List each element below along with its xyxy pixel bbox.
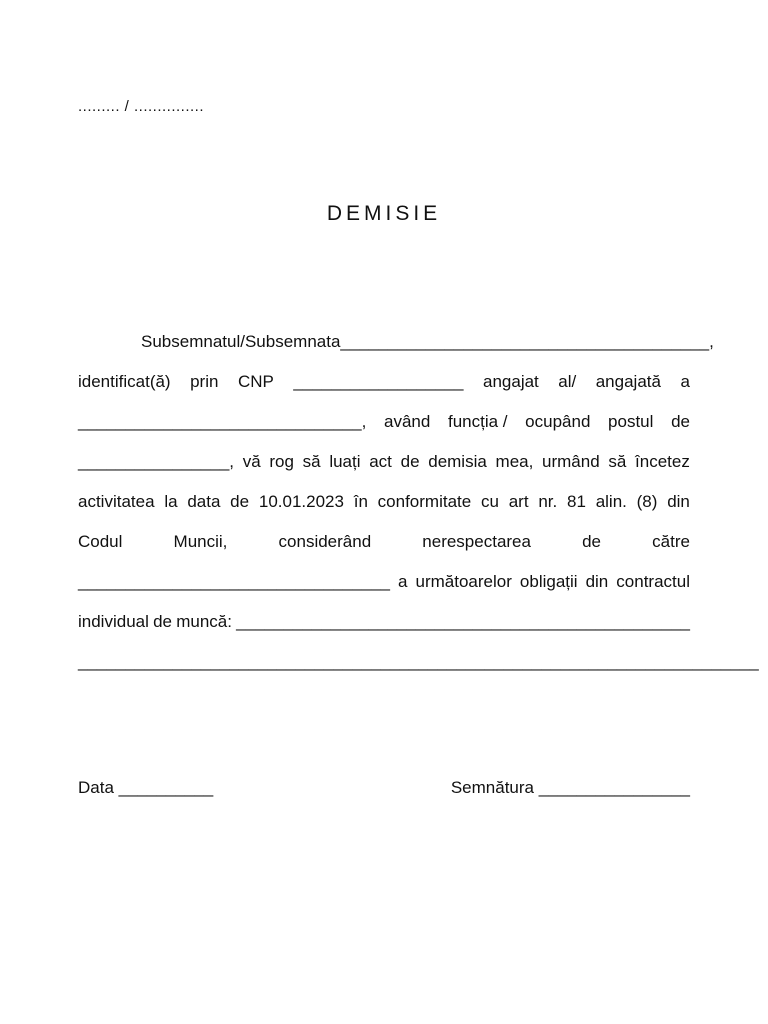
body-word: obligații: [519, 572, 578, 591]
body-word: __________________: [293, 372, 464, 391]
body-line: [78, 562, 690, 602]
body-line: [78, 522, 690, 562]
body-line: [78, 362, 690, 402]
body-word: Subsemnatul/Subsemnata: [141, 332, 341, 351]
body-word: 81: [567, 492, 586, 511]
body-line: [78, 442, 690, 482]
body-word: postul: [608, 412, 654, 431]
body-word: Codul: [78, 532, 123, 551]
signature-footer: [78, 778, 690, 798]
body-word: angajat: [483, 372, 539, 391]
body-word: de: [230, 492, 250, 511]
body-line: [78, 322, 714, 362]
body-word: a: [680, 372, 690, 391]
body-word: ________________,: [78, 452, 234, 471]
body-word: (8): [636, 492, 658, 511]
body-line: [78, 642, 759, 682]
body-word: nr.: [538, 492, 558, 511]
body-word: activitatea: [78, 492, 155, 511]
body-word: ______________________________,: [78, 412, 367, 431]
body-word: CNP: [237, 372, 274, 391]
body-word: nerespectarea: [422, 532, 531, 551]
body-word: ________________________________________________: [236, 612, 690, 631]
body-word: prin: [190, 372, 219, 391]
body-word: contractul: [616, 572, 690, 591]
body-word: să: [302, 452, 321, 471]
body-word: ________________________________________________________________________: [78, 652, 759, 671]
body-word: urmând: [542, 452, 600, 471]
body-word: 10.01.2023: [258, 492, 344, 511]
body-word: vă: [242, 452, 261, 471]
body-word: în: [353, 492, 368, 511]
body-word: de: [153, 612, 173, 631]
body-word: din: [667, 492, 690, 511]
body-line: [78, 602, 690, 642]
body-word: având: [384, 412, 431, 431]
body-word: a: [398, 572, 408, 591]
body-line: [78, 402, 690, 442]
body-word: rog: [269, 452, 294, 471]
body-word: act: [369, 452, 392, 471]
body-word: _______________________________________,: [340, 332, 714, 351]
body-word: alin.: [595, 492, 627, 511]
body-word: luați: [329, 452, 361, 471]
document-body: [78, 322, 759, 682]
document-title: DEMISIE: [326, 202, 442, 225]
body-word: data: [187, 492, 221, 511]
body-word: din: [585, 572, 609, 591]
body-word: de: [671, 412, 690, 431]
body-word: următoarelor: [415, 572, 512, 591]
body-word: la: [164, 492, 178, 511]
body-word: încetez: [635, 452, 690, 471]
body-word: considerând: [278, 532, 372, 551]
body-word: angajată: [595, 372, 661, 391]
body-word: al/: [558, 372, 577, 391]
body-word: către: [652, 532, 690, 551]
body-word: conformitate: [377, 492, 472, 511]
body-word: funcția /: [447, 412, 508, 431]
body-word: ocupând: [525, 412, 591, 431]
body-line: [78, 482, 690, 522]
body-word: să: [608, 452, 627, 471]
body-word: _________________________________: [78, 572, 391, 591]
body-word: demisia: [428, 452, 487, 471]
date-field: Data __________: [78, 778, 214, 797]
body-word: de: [400, 452, 420, 471]
body-word: art: [508, 492, 529, 511]
body-word: Muncii,: [173, 532, 228, 551]
body-word: cu: [480, 492, 499, 511]
signature-field: Semnătura ________________: [450, 778, 690, 797]
body-word: identificat(ă): [78, 372, 171, 391]
reference-number: ......... / ...............: [78, 98, 205, 115]
body-word: individual: [78, 612, 149, 631]
body-word: mea,: [495, 452, 534, 471]
body-word: muncă:: [176, 612, 232, 631]
body-word: de: [582, 532, 602, 551]
